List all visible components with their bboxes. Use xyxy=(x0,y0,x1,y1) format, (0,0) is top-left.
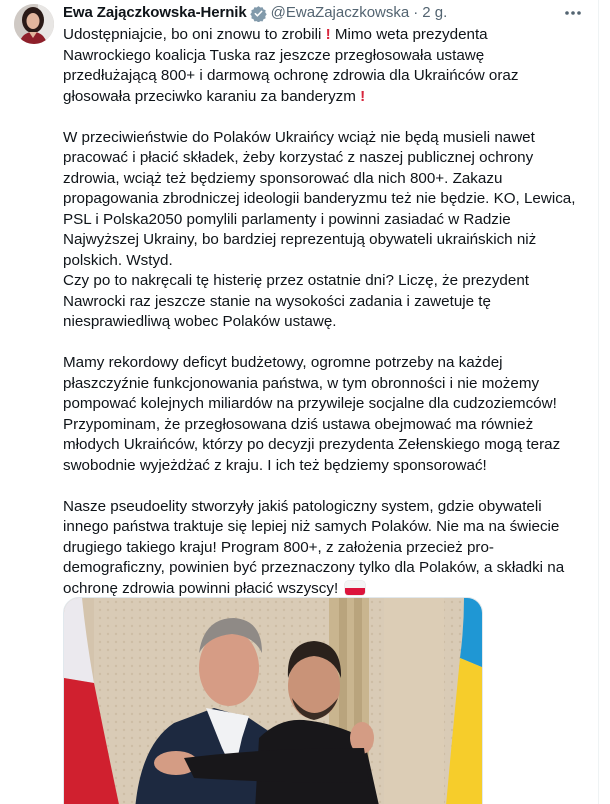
tweet-line xyxy=(63,87,598,108)
tweet-text-segment: niesprawiedliwą wobec Polaków ustawę. xyxy=(63,313,337,330)
tweet-text-segment: pracować i płacić składek, żeby korzystać z naszej publicznej ochrony xyxy=(63,149,534,166)
tweet-text-segment: propagowania zbrodniczej ideologii banderyzmu też nie będzie. KO, Lewica, xyxy=(63,190,576,207)
tweet-text-segment: Najwyższej Ukrainy, bo bardziej reprezentują obywateli ukraińskich niż xyxy=(63,231,537,248)
more-options-button[interactable] xyxy=(560,4,586,22)
tweet-line xyxy=(63,128,598,149)
tweet-line xyxy=(63,374,598,395)
poland-flag-emoji-icon xyxy=(345,581,365,595)
timeline-border xyxy=(598,0,599,804)
tweet-text-segment: PSL i Polska2050 pomylili parlamenty i powinni zasiadać w Radzie xyxy=(63,210,511,228)
tweet-text-segment: Czy po to nakręcali tę histerię przez ostatnie dni? Liczę, że prezydent xyxy=(63,272,529,289)
tweet-header xyxy=(63,3,447,23)
tweet-line xyxy=(63,230,598,251)
author-avatar[interactable] xyxy=(14,4,54,44)
tweet-text-segment: W przeciwieństwie do Polaków Ukraińcy wciąż nie będą musieli nawet xyxy=(63,128,535,146)
tweet-paragraph xyxy=(63,497,598,600)
tweet-line xyxy=(63,271,598,292)
paragraph-gap xyxy=(63,107,598,128)
tweet-text-segment: głosowała przeciwko karaniu za banderyzm xyxy=(63,87,361,105)
exclamation-emoji-icon: ! xyxy=(360,87,366,105)
tweet-line xyxy=(63,148,598,169)
tweet-text-segment: Mimo weta prezydenta xyxy=(330,26,488,43)
author-name[interactable]: Ewa Zajączkowska-Hernik xyxy=(63,4,247,21)
tweet-text-segment: pompować kolejnych miliardów na przywileje socjalne dla cudzoziemców! xyxy=(63,395,557,412)
tweet-text-segment: polskich. Wstyd. xyxy=(63,251,173,269)
tweet-timestamp[interactable]: 2 g. xyxy=(422,4,448,21)
avatar-image xyxy=(14,4,54,44)
tweet-line xyxy=(63,353,598,374)
tweet-line xyxy=(63,456,598,477)
tweet-text-segment: drugiego takiego kraju! Program 800+, z założenia przecież pro- xyxy=(63,538,494,556)
tweet-text-segment: zdrowia, wciąż też będziemy sponsorować dla nich 800+. Zakazu xyxy=(63,169,503,187)
tweet-photo[interactable] xyxy=(63,597,483,804)
tweet-line xyxy=(63,497,598,518)
verified-badge-icon xyxy=(250,5,267,22)
paragraph-gap xyxy=(63,333,598,354)
tweet-line xyxy=(63,579,598,600)
tweet-line xyxy=(63,66,598,87)
tweet-text-segment: innego państwa traktuje się lepiej niż samych Polaków. Nie ma na świecie xyxy=(63,518,560,535)
author-handle[interactable]: @EwaZajaczkowska xyxy=(270,4,410,21)
tweet-line xyxy=(63,435,598,456)
tweet-text-segment: Nasze pseudoelity stworzyły jakiś patologiczny system, gdzie obywateli xyxy=(63,497,542,515)
tweet-line xyxy=(63,189,598,210)
tweet-text-segment: Nawrockiego koalicja Tuska raz jeszcze przegłosowała ustawę xyxy=(63,46,485,64)
tweet-paragraph xyxy=(63,353,598,476)
tweet-line xyxy=(63,169,598,190)
tweet-line xyxy=(63,517,598,538)
tweet-line xyxy=(63,210,598,231)
tweet-line xyxy=(63,312,598,333)
tweet-paragraph xyxy=(63,25,598,107)
tweet-line xyxy=(63,25,598,46)
tweet-text-segment: demograficzny, powinien być przeznaczony tylko dla Polaków, a składki na xyxy=(63,559,565,576)
tweet-text-segment: Mamy rekordowy deficyt budżetowy, ogromne potrzeby na każdej xyxy=(63,354,503,371)
tweet-text-segment: płaszczyźnie funkcjonowania państwa, w tym obronności i nie możemy xyxy=(63,374,540,392)
photo-image xyxy=(64,598,483,804)
tweet-paragraph xyxy=(63,128,598,333)
tweet-line xyxy=(63,558,598,579)
more-horizontal-icon xyxy=(564,10,582,16)
tweet-line xyxy=(63,415,598,436)
tweet-text-segment: Nawrocki raz jeszcze stanie na wysokości zadania i zawetuje tę xyxy=(63,292,491,310)
tweet-text-segment: swobodnie wyjeżdżać z kraju. I ich też będziemy sponsorować! xyxy=(63,456,487,474)
separator-dot: · xyxy=(413,4,419,21)
exclamation-emoji-icon: ! xyxy=(325,26,331,43)
tweet-line xyxy=(63,251,598,272)
tweet-text xyxy=(63,25,598,599)
tweet-text-segment: młodych Ukraińców, którzy po decyzji prezydenta Zełenskiego mogą teraz xyxy=(63,436,561,453)
tweet-text-segment: Udostępniajcie, bo oni znowu to zrobili xyxy=(63,26,326,43)
tweet-line xyxy=(63,394,598,415)
tweet-text-segment: Przypominam, że przegłosowana dziś ustawa obejmować ma również xyxy=(63,415,534,433)
tweet-line xyxy=(63,292,598,313)
tweet-text-segment: ochronę zdrowia powinni płacić wszyscy! xyxy=(63,579,343,597)
tweet-line xyxy=(63,538,598,559)
tweet-text-segment: przedłużającą 800+ i darmową ochronę zdrowia dla Ukraińców oraz xyxy=(63,67,519,84)
paragraph-gap xyxy=(63,476,598,497)
tweet-line xyxy=(63,46,598,67)
